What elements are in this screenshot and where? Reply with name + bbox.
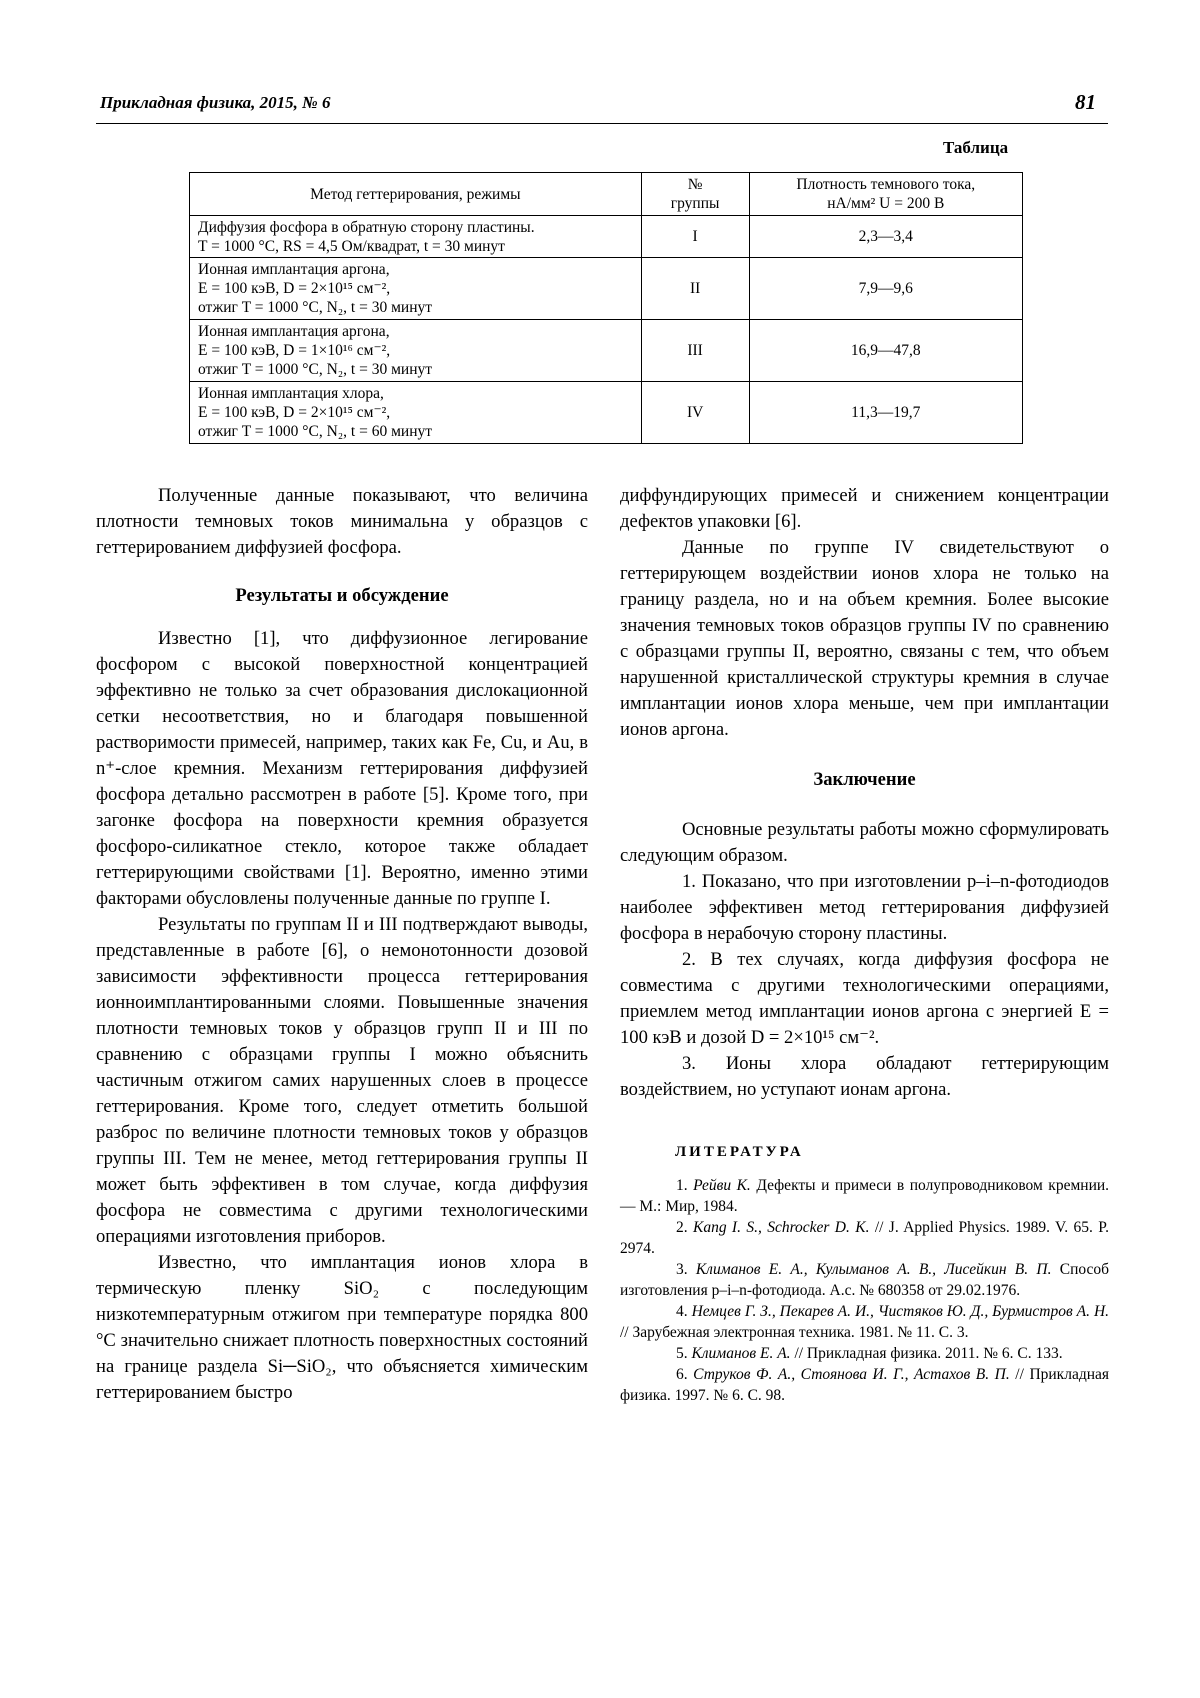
- density-cell: 11,3—19,7: [749, 382, 1022, 444]
- ref-number: 5.: [676, 1345, 688, 1362]
- paragraph: 2. В тех случаях, когда диффузия фосфора не совместима с другими технологическими операциями, приемлем метод имплантации ионов аргона с энергией E = 100 кэВ и дозой D = 2×10¹⁵ см⁻².: [620, 949, 1109, 1048]
- ref-number: 2.: [676, 1219, 688, 1236]
- ref-authors: Рейви К.: [693, 1177, 751, 1194]
- density-cell: 16,9—47,8: [749, 320, 1022, 382]
- group-cell: I: [641, 216, 749, 258]
- header-density-line2: нА/мм² U = 200 В: [827, 195, 945, 212]
- group-cell: IV: [641, 382, 749, 444]
- header-group: [641, 173, 749, 216]
- table-row: [190, 216, 1023, 258]
- method-line: E = 100 кэВ, D = 2×10¹⁵ см⁻²,: [198, 280, 391, 297]
- header-group-line1: №: [687, 176, 703, 193]
- table-row: [190, 258, 1023, 320]
- results-table: [189, 172, 1023, 444]
- method-line: отжиг T = 1000 °C, N₂, t = 30 минут: [198, 299, 433, 316]
- section-heading-conclusion: Заключение: [813, 769, 916, 790]
- ref-text: // Зарубежная электронная техника. 1981. № 11. С. 3.: [620, 1324, 969, 1341]
- left-column: [96, 483, 588, 1406]
- method-line: Диффузия фосфора в обратную сторону пластины.: [198, 218, 535, 236]
- reference-item: [620, 1259, 1109, 1301]
- references-heading: ЛИТЕРАТУРА: [675, 1144, 804, 1160]
- density-cell: 2,3—3,4: [749, 216, 1022, 258]
- method-line: Ионная имплантация аргона,: [198, 261, 390, 278]
- method-line: отжиг T = 1000 °C, N₂, t = 30 минут: [198, 361, 433, 378]
- ref-authors: Kang I. S., Schrocker D. K.: [692, 1219, 870, 1236]
- right-column: [620, 483, 1109, 1406]
- method-cell: [190, 382, 642, 444]
- ref-text: Дефекты и примеси в полупроводниковом кремнии. — М.: Мир, 1984.: [620, 1177, 1110, 1215]
- method-line: Ионная имплантация аргона,: [198, 323, 390, 340]
- method-line: Ионная имплантация хлора,: [198, 385, 384, 402]
- method-line: T = 1000 °C, RS = 4,5 Ом/квадрат, t = 30 минут: [198, 237, 505, 255]
- table-caption: Таблица: [943, 138, 1009, 157]
- paragraph: Данные по группе IV свидетельствуют о геттерирующем воздействии ионов хлора не только на границу раздела, но и на объем кремния. Более высокие значения темновых токов образцов группы IV по сравнению с образцами группы II, вероятно, связаны с тем, что объем нарушенной кристаллической структуры кремния в случае имплантации ионов хлора меньше, чем при имплантации ионов аргона.: [620, 537, 1109, 740]
- method-cell: [190, 216, 642, 258]
- ref-text: // Прикладная физика. 2011. № 6. С. 133.: [794, 1345, 1063, 1362]
- paragraph: Известно [1], что диффузионное легирование фосфором с высокой поверхностной концентрацией эффективно не только за счет образования дислокационной сетки несоответствия, но и благодаря повышенной растворимости примесей, например, таких как Fe, Cu, и Au, в n⁺-слое кремния. Механизм геттерирования диффузией фосфора детально рассмотрен в работе [5]. Кроме того, при загонке фосфора на поверхности кремния образуется фосфоро-силикатное стекло, которое также обладает геттерирующими свойствами [1]. Вероятно, именно этими факторами обусловлены полученные данные по группе I.: [96, 628, 588, 909]
- group-cell: III: [641, 320, 749, 382]
- ref-number: 6.: [676, 1366, 688, 1383]
- ref-text: Способ изготовления p–i–n-фотодиода. А.с. № 680358 от 29.02.1976.: [620, 1261, 1110, 1299]
- table-row: [190, 382, 1023, 444]
- paragraph: диффундирующих примесей и снижением концентрации дефектов упаковки [6].: [620, 485, 1109, 532]
- header-method: Метод геттерирования, режимы: [190, 173, 642, 216]
- method-line: отжиг T = 1000 °C, N₂, t = 60 минут: [198, 423, 433, 440]
- reference-item: [620, 1364, 1109, 1406]
- paragraph: 3. Ионы хлора обладают геттерирующим воздействием, но уступают ионам аргона.: [620, 1053, 1109, 1100]
- paragraph: Основные результаты работы можно сформулировать следующим образом.: [620, 819, 1109, 866]
- ref-authors: Немцев Г. З., Пекарев А. И., Чистяков Ю. Д., Бурмистров А. Н.: [691, 1303, 1110, 1320]
- reference-item: [620, 1301, 1109, 1343]
- table-row: [190, 320, 1023, 382]
- section-heading-results: Результаты и обсуждение: [235, 585, 449, 606]
- header-density-line1: Плотность темнового тока,: [796, 176, 976, 193]
- ref-authors: Климанов Е. А.: [691, 1345, 791, 1362]
- ref-number: 1.: [676, 1177, 688, 1194]
- method-cell: [190, 258, 642, 320]
- reference-item: [620, 1343, 1109, 1364]
- density-cell: 7,9—9,6: [749, 258, 1022, 320]
- reference-item: [620, 1175, 1109, 1217]
- ref-text: // J. Applied Physics. 1989. V. 65. P. 2974.: [620, 1219, 1109, 1257]
- ref-number: 4.: [676, 1303, 688, 1320]
- paragraph: 1. Показано, что при изготовлении p–i–n-фотодиодов наиболее эффективен метод геттерирования диффузией фосфора в нерабочую сторону пластины.: [620, 871, 1109, 944]
- method-line: E = 100 кэВ, D = 1×10¹⁶ см⁻²,: [198, 342, 391, 359]
- reference-item: [620, 1217, 1109, 1259]
- ref-authors: Струков Ф. А., Стоянова И. Г., Астахов В. П.: [693, 1366, 1010, 1383]
- ref-authors: Климанов Е. А., Кулыманов А. В., Лисейкин В. П.: [695, 1261, 1052, 1278]
- method-cell: [190, 320, 642, 382]
- ref-number: 3.: [676, 1261, 688, 1278]
- ref-text: // Прикладная физика. 1997. № 6. С. 98.: [620, 1366, 1110, 1404]
- paragraph: Результаты по группам II и III подтверждают выводы, представленные в работе [6], о немонотонности дозовой зависимости эффективности процесса геттерирования ионноимплантированными слоями. Повышенные значения плотности темновых токов у образцов групп II и III по сравнению с образцами группы I можно объяснить частичным отжигом самих нарушенных слоев в процессе геттерирования. Кроме того, следует отметить большой разброс по величине плотности темновых токов у образцов группы III. Тем не менее, метод геттерирования группы II может быть эффективен в том случае, когда диффузия фосфора не совместима с другими технологическими операциями изготовления приборов.: [96, 914, 588, 1247]
- page-number: 81: [1075, 90, 1096, 114]
- method-line: E = 100 кэВ, D = 2×10¹⁵ см⁻²,: [198, 404, 391, 421]
- paragraph: Известно, что имплантация ионов хлора в термическую пленку SiO₂ с последующим низкотемпературным отжигом при температуре порядка 800 °C значительно снижает плотность поверхностных состояний на границе раздела Si─SiO₂, что объясняется химическим геттерированием быстро: [96, 1252, 588, 1403]
- header-rule: [96, 123, 1108, 124]
- table-header-row: [190, 173, 1023, 216]
- journal-header: Прикладная физика, 2015, № 6: [100, 93, 331, 112]
- references-list: [620, 1175, 1109, 1406]
- header-density: [749, 173, 1022, 216]
- group-cell: II: [641, 258, 749, 320]
- paragraph: Полученные данные показывают, что величина плотности темновых токов минимальна у образцов с геттерированием диффузией фосфора.: [96, 485, 588, 558]
- header-group-line2: группы: [670, 195, 720, 212]
